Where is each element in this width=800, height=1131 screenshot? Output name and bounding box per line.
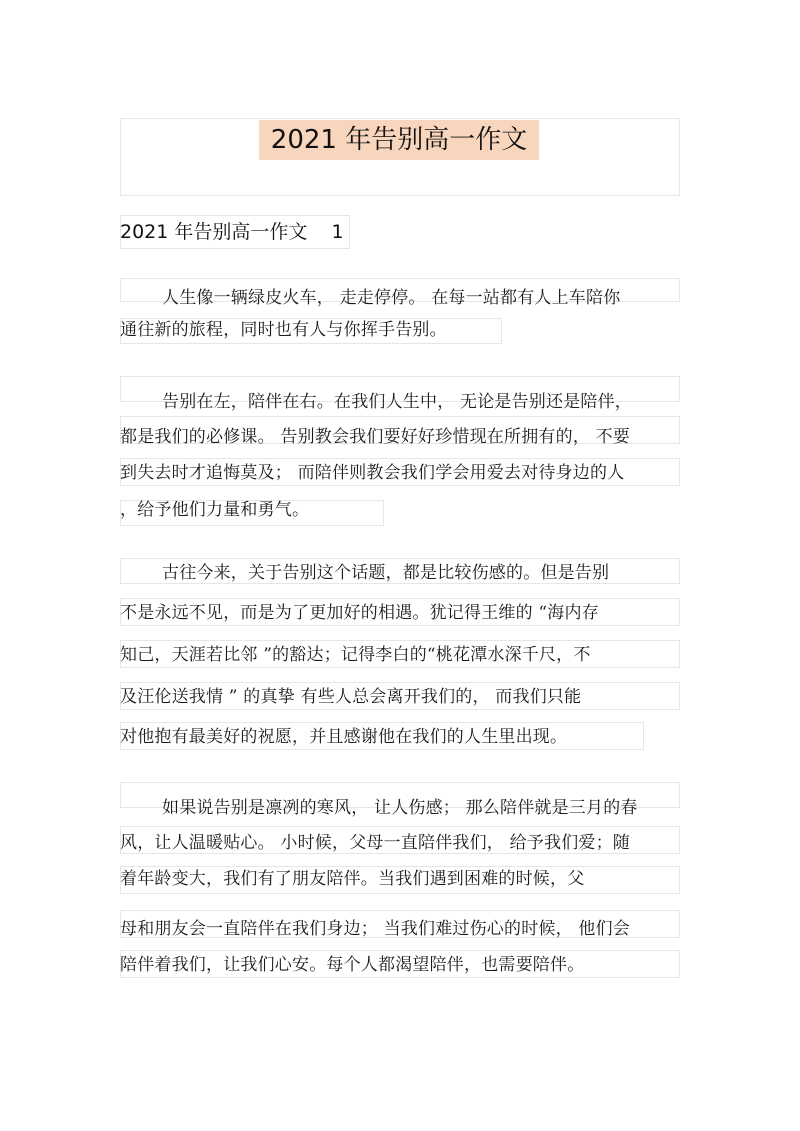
paragraph-4-line-2: 风，让人温暖贴心。 小时候，父母一直陪伴我们， 给予我们爱；随 — [120, 833, 631, 853]
paragraph-2-line-2: 都是我们的必修课。 告别教会我们要好好珍惜现在所拥有的， 不要 — [120, 427, 631, 447]
paragraph-2-line-4: ，给予他们力量和勇气。 — [120, 500, 310, 520]
paragraph-3-line-5: 对他抱有最美好的祝愿，并且感谢他在我们的人生里出现。 — [120, 727, 568, 747]
paragraph-1-line-1: 人生像一辆绿皮火车， 走走停停。 在每一站都有人上车陪你 — [162, 288, 621, 308]
paragraph-3-line-1: 古往今来，关于告别这个话题，都是比较伤感的。但是告别 — [162, 563, 610, 583]
paragraph-3-line-4: 及汪伦送我情 ” 的真挚 有些人总会离开我们的， 而我们只能 — [120, 687, 582, 707]
section-heading: 2021 年告别高一作文 1 — [120, 221, 344, 243]
paragraph-4-line-3: 着年龄变大，我们有了朋友陪伴。当我们遇到困难的时候，父 — [120, 869, 585, 889]
paragraph-4-line-1: 如果说告别是凛冽的寒风， 让人伤感； 那么陪伴就是三月的春 — [162, 798, 638, 818]
paragraph-1-line-2: 通往新的旅程，同时也有人与你挥手告别。 — [120, 320, 447, 340]
paragraph-4-line-5: 陪伴着我们，让我们心安。每个人都渴望陪伴，也需要陪伴。 — [120, 955, 585, 975]
paragraph-2-line-1: 告别在左，陪伴在右。在我们人生中， 无论是告别还是陪伴， — [162, 392, 633, 412]
document-title: 2021 年告别高一作文 — [259, 120, 539, 160]
paragraph-3-line-2: 不是永远不见，而是为了更加好的相遇。犹记得王维的 “海内存 — [120, 603, 599, 623]
paragraph-4-line-4: 母和朋友会一直陪伴在我们身边； 当我们难过伤心的时候， 他们会 — [120, 919, 631, 939]
paragraph-3-line-3: 知己，天涯若比邻 ”的豁达；记得李白的“桃花潭水深千尺，不 — [120, 645, 591, 665]
paragraph-2-line-3: 到失去时才追悔莫及； 而陪伴则教会我们学会用爱去对待身边的人 — [120, 463, 625, 483]
